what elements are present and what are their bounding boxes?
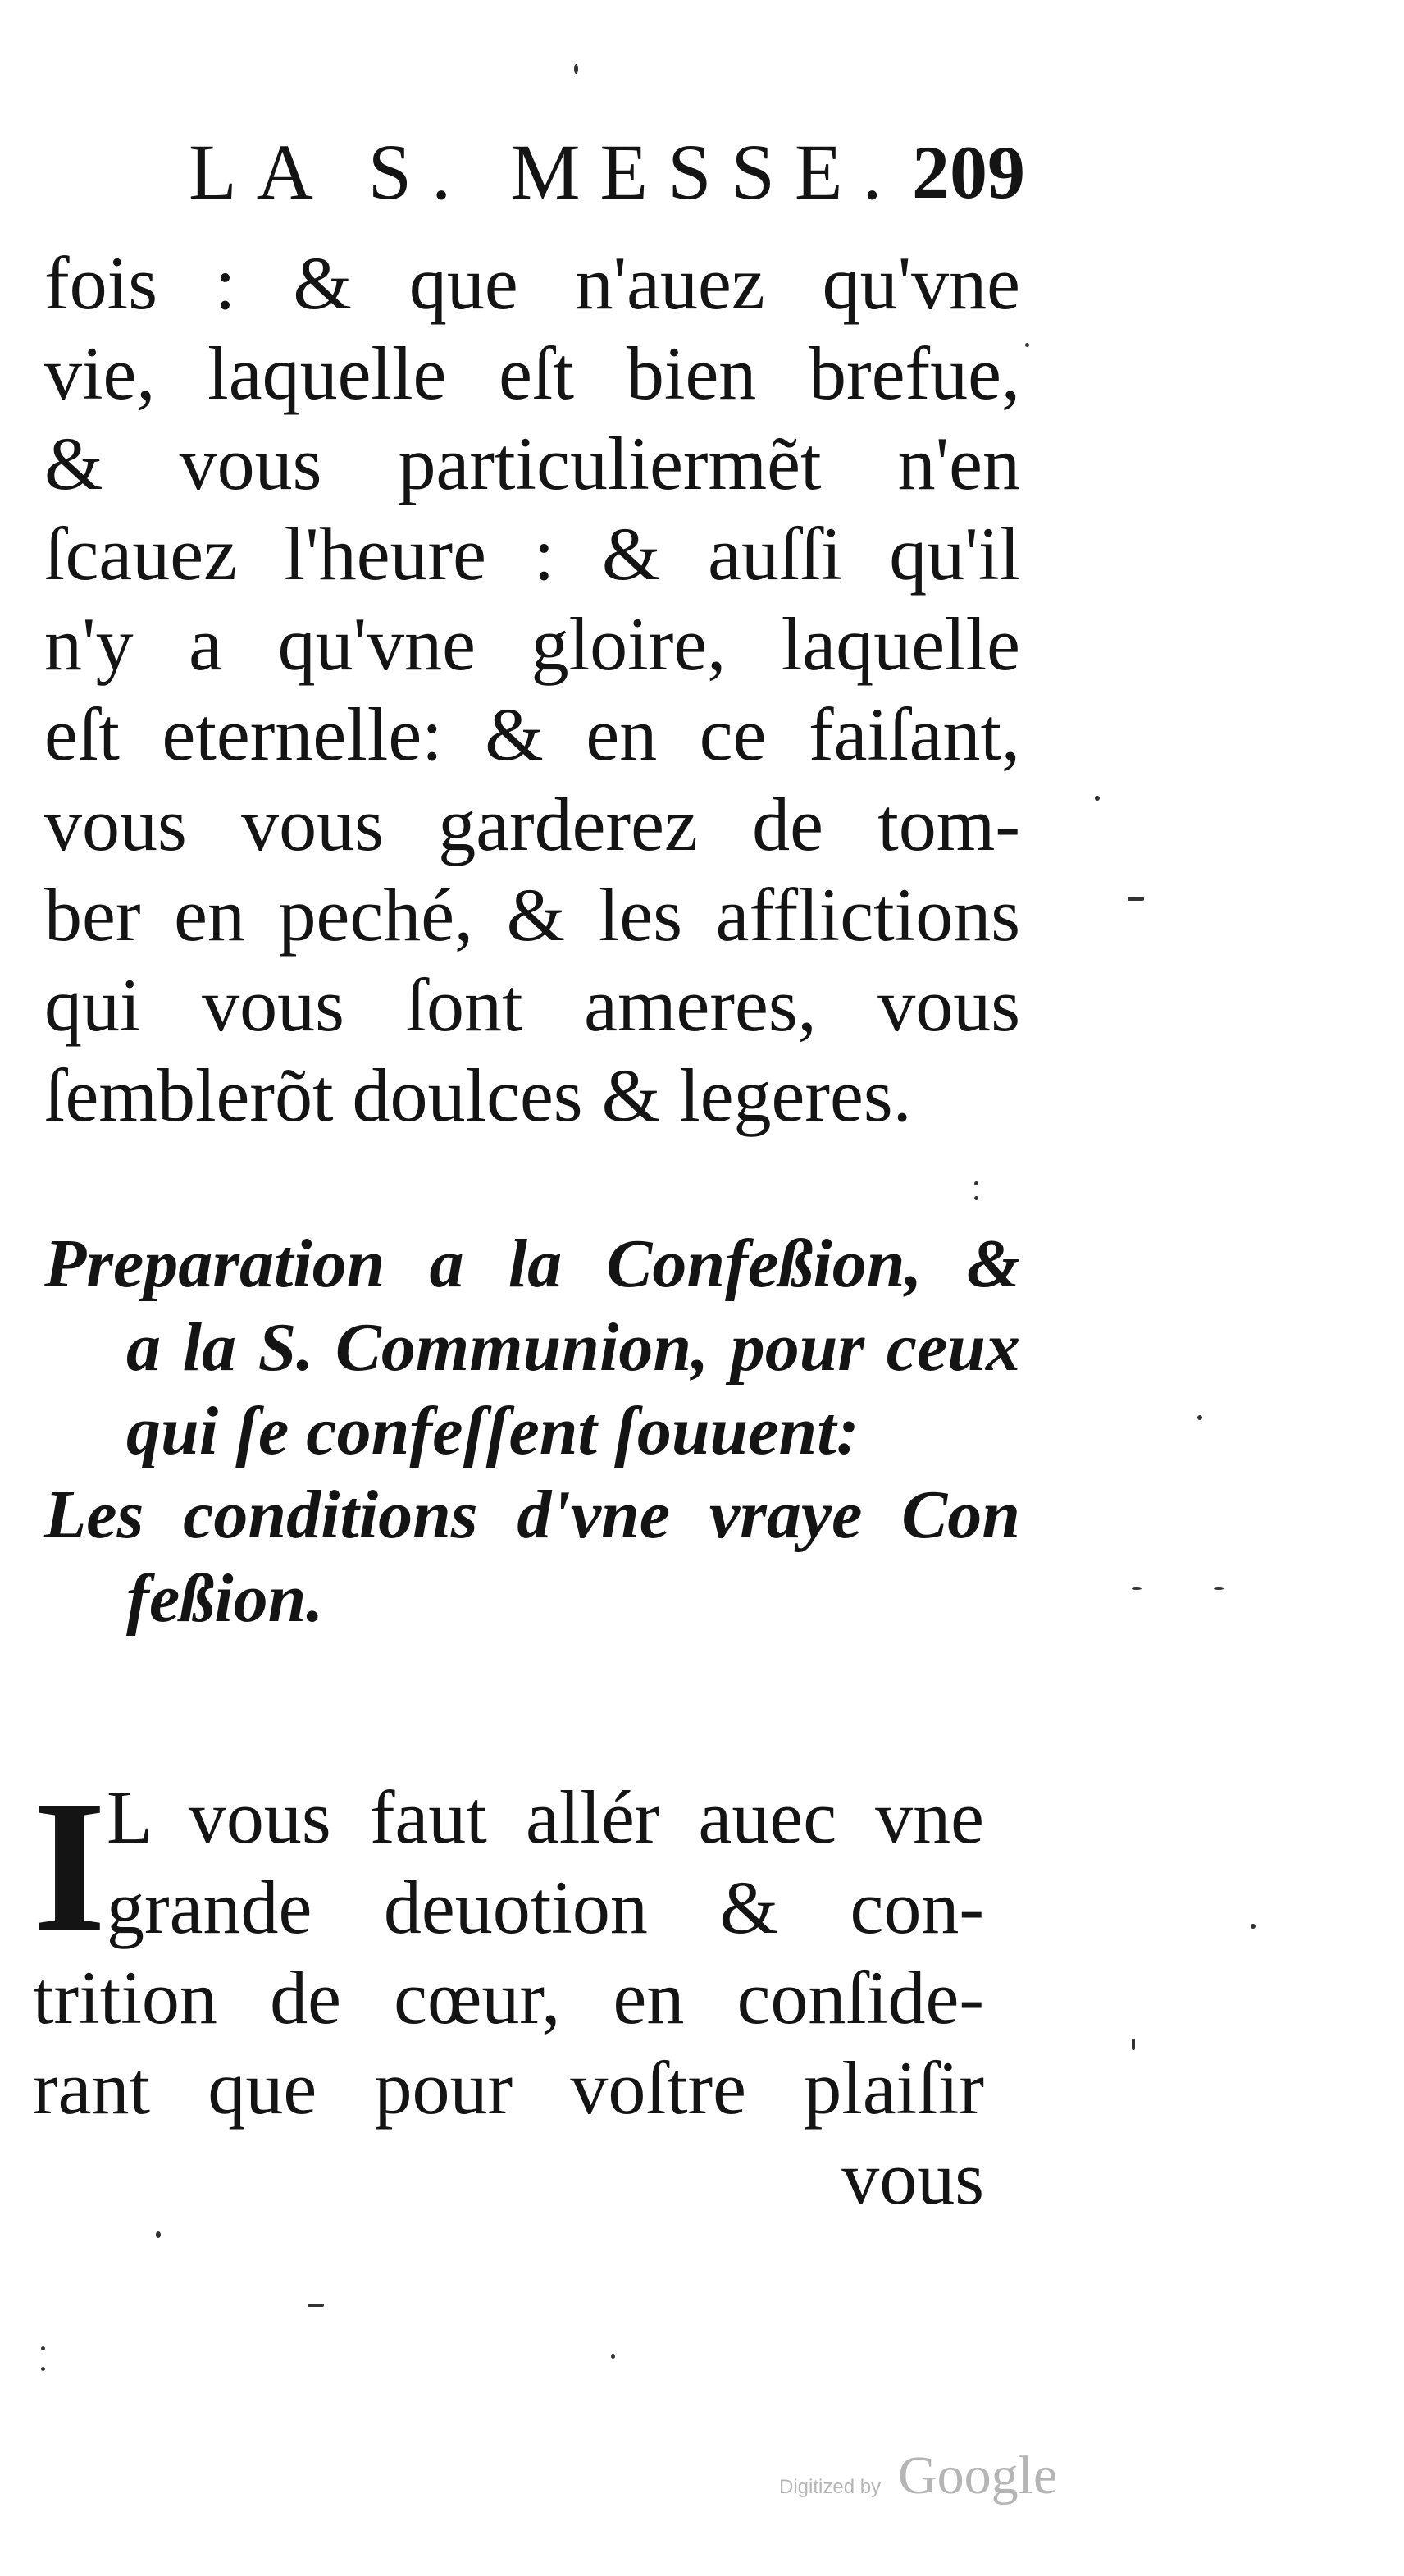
text-line: ſemblerõt doulces & legeres. (44, 1053, 912, 1137)
print-speck (41, 2346, 45, 2350)
heading-line: Les conditions d'vne vraye Con (44, 1477, 1020, 1553)
page-number: 209 (912, 130, 1025, 214)
paragraph-line: rant que pour voſtre plaiſir (33, 2046, 984, 2130)
text-line: & vous particuliermẽt n'en (44, 422, 1020, 505)
running-head (189, 123, 1025, 222)
digitized-watermark (779, 2445, 1074, 2510)
text-line: vous vous garderez de tom- (44, 783, 1020, 866)
text-line: qui vous ſont ameres, vous (44, 963, 1020, 1047)
print-speck (574, 64, 578, 74)
print-speck (974, 1196, 978, 1200)
text-line: n'y a qu'vne gloire, laquelle (44, 602, 1020, 686)
watermark-prefix: Digitized by (779, 2476, 882, 2498)
running-title: LA S. MESSE. (189, 128, 902, 216)
print-speck (41, 2367, 45, 2371)
print-speck (974, 1181, 978, 1185)
print-speck (611, 2354, 615, 2359)
heading-line: Preparation a la Confeßion, & (44, 1226, 1020, 1302)
heading-line: qui ſe confeſſent ſouuent: (126, 1393, 859, 1469)
text-line: vie, laquelle eſt bien brefue, (44, 331, 1020, 415)
watermark-logo: Google (898, 2446, 1058, 2505)
print-speck (1128, 897, 1144, 901)
print-speck (1251, 1924, 1256, 1929)
text-line: fois : & que n'auez qu'vne (44, 241, 1020, 325)
body-text (44, 238, 1020, 1140)
paragraph-line: trition de cœur, en conſide- (33, 1956, 984, 2039)
text-line: ber en peché, & les afflictions (44, 873, 1020, 957)
print-speck (1132, 2039, 1135, 2050)
print-speck (1095, 796, 1100, 801)
print-speck (1214, 1587, 1224, 1590)
paragraph-line: grande deuotion & con- (107, 1866, 984, 1949)
print-speck (156, 2231, 161, 2238)
text-line: ſcauez l'heure : & auſſi qu'il (44, 512, 1020, 596)
print-speck (1197, 1415, 1202, 1420)
paragraph-line: L vous faut allér auec vne (107, 1775, 984, 1859)
text-line: eſt eternelle: & en ce faiſant, (44, 692, 1020, 776)
print-speck (1132, 1587, 1142, 1590)
drop-cap: I (33, 1761, 107, 1971)
print-speck (1025, 343, 1029, 347)
section-heading (44, 1222, 1020, 1641)
catchword: vous (841, 2136, 984, 2220)
paragraph (33, 1761, 984, 2223)
heading-line: feßion. (126, 1560, 324, 1637)
print-speck (308, 2304, 324, 2307)
heading-line: a la S. Communion, pour ceux (126, 1309, 1020, 1386)
